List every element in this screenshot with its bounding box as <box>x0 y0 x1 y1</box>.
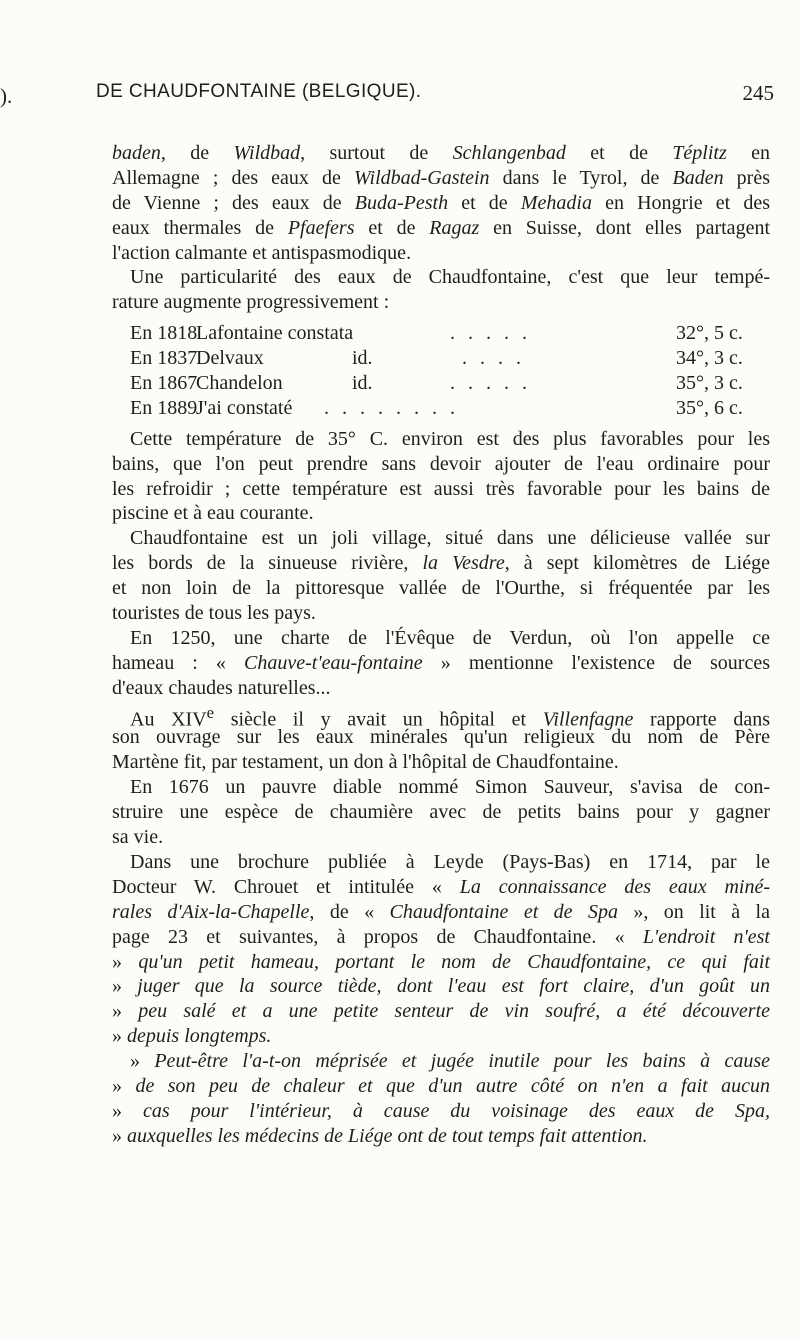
dot-leader: . . . . . . . . <box>324 396 459 419</box>
text-line: rales d'Aix-la-Chapelle, de « Chaudfontaine et de Spa », on lit à la <box>112 900 770 923</box>
text-line: rature augmente progressivement : <box>112 291 390 314</box>
ditto-cell: id. <box>352 347 373 370</box>
text-line: Dans une brochure publiée à Leyde (Pays-Bas) en 1714, par le <box>130 850 770 873</box>
text-line: touristes de tous les pays. <box>112 602 316 625</box>
text-line: struire une espèce de chaumière avec de petits bains pour y gagner <box>112 801 770 824</box>
paragraph-9 <box>112 1049 770 1149</box>
observer-cell: Delvaux <box>196 347 264 370</box>
text-line: » cas pour l'intérieur, à cause du voisinage des eaux de Spa, <box>112 1099 770 1122</box>
text-line: » de son peu de chaleur et que d'un autre côté on n'en a fait aucun <box>112 1074 770 1097</box>
text-line: de Vienne ; des eaux de Buda-Pesth et de Mehadia en Hongrie et des <box>112 191 771 214</box>
text-line: » juger que la source tiède, dont l'eau est fort claire, d'un goût un <box>112 975 771 998</box>
text-line: bains, que l'on peut prendre sans devoir ajouter de l'eau ordinaire pour <box>112 452 770 475</box>
paragraph-6 <box>112 701 770 776</box>
text-line: Allemagne ; des eaux de Wildbad-Gastein dans le Tyrol, de Baden près <box>112 166 771 189</box>
text-line: d'eaux chaudes naturelles... <box>112 676 331 699</box>
text-line: » auxquelles les médecins de Liége ont de tout temps fait attention. <box>112 1124 648 1147</box>
running-title: DE CHAUDFONTAINE (BELGIQUE). <box>96 81 422 102</box>
text-line: En 1676 un pauvre diable nommé Simon Sauveur, s'avisa de con- <box>130 776 770 799</box>
dot-leader: . . . . <box>462 347 525 370</box>
text-line: » Peut-être l'a-t-on méprisée et jugée inutile pour les bains à cause <box>130 1050 771 1073</box>
text-line: » qu'un petit hameau, portant le nom de Chaudfontaine, ce qui fait <box>112 950 771 973</box>
paragraph-8 <box>112 850 770 1049</box>
text-line: baden, de Wildbad, surtout de Schlangenbad et de Téplitz en <box>112 142 770 164</box>
observer-cell: J'ai constaté <box>196 396 293 419</box>
temperature-table <box>112 321 770 421</box>
table-row <box>112 396 770 421</box>
temperature-cell: 35°, 3 c. <box>676 372 743 395</box>
year-cell: En 1837 <box>130 347 198 370</box>
text-line: l'action calmante et antispasmodique. <box>112 241 412 264</box>
observer-cell: Chandelon <box>196 372 283 395</box>
ditto-cell: id. <box>352 372 373 395</box>
text-line: eaux thermales de Pfaefers et de Ragaz en Suisse, dont elles partagent <box>112 216 770 239</box>
paragraph-5 <box>112 626 770 701</box>
text-line: Docteur W. Chrouet et intitulée « La connaissance des eaux miné- <box>112 875 770 898</box>
year-cell: En 1818 <box>130 322 198 345</box>
text-line: Une particularité des eaux de Chaudfontaine, c'est que leur tempé- <box>130 266 770 289</box>
text-line: piscine et à eau courante. <box>112 502 314 525</box>
body-text <box>112 141 770 1149</box>
paragraph-1 <box>112 141 770 265</box>
temperature-cell: 35°, 6 c. <box>676 396 743 419</box>
paragraph-7 <box>112 775 770 850</box>
previous-page-edge-mark: ). <box>0 84 13 108</box>
dot-leader: . . . . . <box>450 372 531 395</box>
text-line: Chaudfontaine est un joli village, situé dans une délicieuse vallée sur <box>130 527 770 550</box>
temperature-cell: 32°, 5 c. <box>676 322 743 345</box>
text-line: sa vie. <box>112 826 164 849</box>
text-line: Martène fit, par testament, un don à l'hôpital de Chaudfontaine. <box>112 751 619 774</box>
dot-leader: . . . . . <box>450 322 531 345</box>
running-header <box>96 81 776 111</box>
text-line: hameau : « Chauve-t'eau-fontaine » mentionne l'existence de sources <box>112 651 770 674</box>
observer-cell: Lafontaine constata <box>196 322 354 345</box>
text-line: » depuis longtemps. <box>112 1025 272 1048</box>
text-line: les refroidir ; cette température est aussi très favorable pour les bains de <box>112 477 770 500</box>
text-line: son ouvrage sur les eaux minérales qu'un religieux du nom de Père <box>112 726 770 749</box>
table-row <box>112 321 770 346</box>
temperature-cell: 34°, 3 c. <box>676 347 743 370</box>
table-row <box>112 371 770 396</box>
text-line: Cette température de 35° C. environ est des plus favorables pour les <box>130 427 770 450</box>
text-line: et non loin de la pittoresque vallée de l'Ourthe, si fréquentée par les <box>112 577 770 600</box>
text-line: » peu salé et a une petite senteur de vin soufré, a été découverte <box>112 1000 770 1023</box>
paragraph-3 <box>112 427 770 527</box>
paragraph-2 <box>112 265 770 315</box>
page-number: 245 <box>742 81 774 105</box>
text-line: page 23 et suivantes, à propos de Chaudfontaine. « L'endroit n'est <box>112 925 770 948</box>
paragraph-4 <box>112 526 770 626</box>
text-line: Au XIVe siècle il y avait un hôpital et Villenfagne rapporte dans <box>130 702 770 731</box>
text-line: les bords de la sinueuse rivière, la Vesdre, à sept kilomètres de Liége <box>112 552 770 575</box>
year-cell: En 1867 <box>130 372 198 395</box>
text-line: En 1250, une charte de l'Évêque de Verdun, où l'on appelle ce <box>130 626 770 649</box>
table-row <box>112 346 770 371</box>
year-cell: En 1889 <box>130 396 198 419</box>
